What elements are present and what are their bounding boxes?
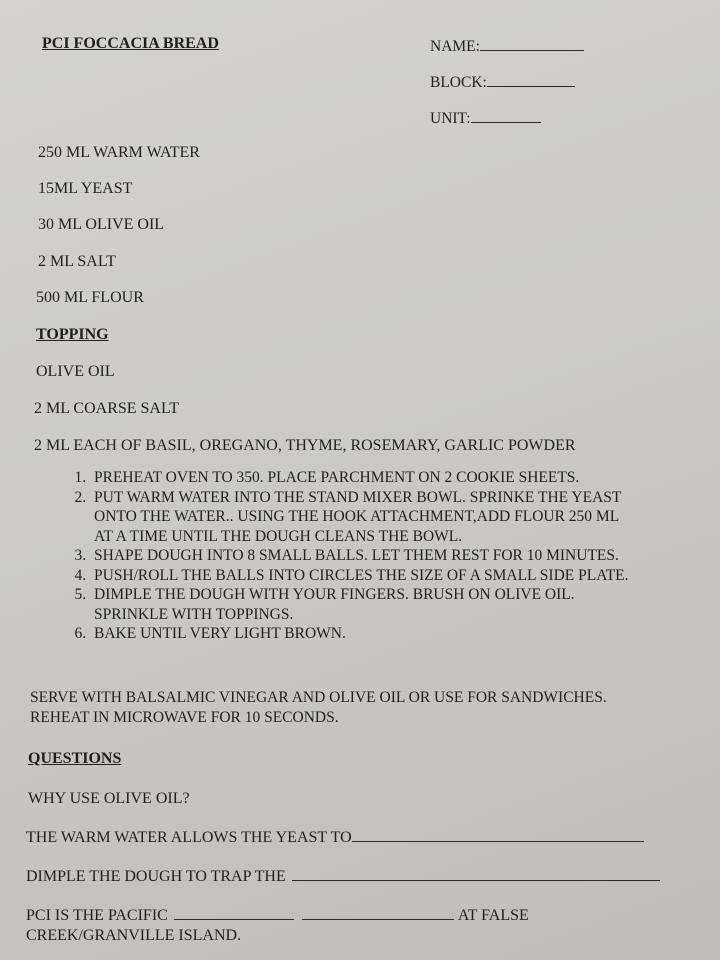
question-3-blank[interactable]: [292, 866, 660, 881]
step-line: SHAPE DOUGH INTO 8 SMALL BALLS. LET THEM REST FOR 10 MINUTES.: [94, 547, 619, 564]
topping-item: OLIVE OIL: [36, 363, 115, 380]
name-label: NAME:: [430, 38, 480, 55]
serve-note-line: REHEAT IN MICROWAVE FOR 10 SECONDS.: [30, 709, 339, 726]
ingredient-item: 30 ML OLIVE OIL: [38, 216, 165, 233]
name-field: [430, 36, 584, 57]
unit-field: [430, 108, 541, 129]
ingredient-item: 250 ML WARM WATER: [38, 144, 200, 161]
block-label: BLOCK:: [430, 74, 487, 91]
question-2: [26, 827, 644, 848]
question-4: [26, 905, 529, 946]
ingredient-item: 15ML YEAST: [38, 180, 133, 197]
question-4-text-line2: CREEK/GRANVILLE ISLAND.: [26, 927, 242, 944]
serve-note: [30, 688, 607, 728]
ingredient-item: 2 ML SALT: [38, 253, 116, 270]
step-line: SPRINKLE WITH TOPPINGS.: [94, 605, 294, 623]
page-title: PCI FOCCACIA BREAD: [42, 35, 219, 52]
step-line: PUSH/ROLL THE BALLS INTO CIRCLES THE SIZE OF A SMALL SIDE PLATE.: [94, 566, 629, 584]
unit-blank[interactable]: [471, 108, 541, 123]
block-field: [430, 72, 575, 93]
question-4-text-end: AT FALSE: [457, 907, 529, 924]
question-3: [26, 866, 660, 887]
question-1: WHY USE OLIVE OIL?: [28, 790, 190, 807]
question-4-blank-1[interactable]: [174, 905, 294, 920]
step-line: ONTO THE WATER.. USING THE HOOK ATTACHMENT,ADD FLOUR 250 ML: [94, 508, 620, 525]
step-line: PREHEAT OVEN TO 350. PLACE PARCHMENT ON 2 COOKIE SHEETS.: [94, 469, 580, 486]
ingredient-item: 500 ML FLOUR: [36, 289, 144, 306]
name-blank[interactable]: [480, 36, 584, 51]
topping-item: 2 ML EACH OF BASIL, OREGANO, THYME, ROSEMARY, GARLIC POWDER: [34, 437, 576, 454]
question-4-blank-2[interactable]: [302, 905, 454, 920]
step-line: AT A TIME UNTIL THE DOUGH CLEANS THE BOWL.: [94, 527, 463, 545]
step-line: BAKE UNTIL VERY LIGHT BROWN.: [94, 625, 346, 642]
question-2-blank[interactable]: [352, 827, 644, 842]
step-item: [90, 585, 720, 624]
step-item: [90, 566, 720, 586]
serve-note-line: SERVE WITH BALSALMIC VINEGAR AND OLIVE OIL OR USE FOR SANDWICHES.: [30, 689, 607, 706]
topping-item: 2 ML COARSE SALT: [34, 400, 180, 417]
step-item: [90, 488, 720, 547]
topping-heading: TOPPING: [36, 326, 109, 343]
block-blank[interactable]: [487, 72, 575, 87]
step-item: [90, 468, 720, 488]
step-item: [90, 624, 720, 644]
question-2-text: THE WARM WATER ALLOWS THE YEAST TO: [26, 829, 352, 846]
question-4-text-start: PCI IS THE PACIFIC: [26, 907, 168, 924]
step-item: [90, 546, 720, 566]
step-line: PUT WARM WATER INTO THE STAND MIXER BOWL. SPRINKE THE YEAST: [94, 488, 622, 506]
step-line: DIMPLE THE DOUGH WITH YOUR FINGERS. BRUSH ON OLIVE OIL.: [94, 586, 575, 603]
instruction-steps: [50, 468, 720, 644]
questions-heading: QUESTIONS: [28, 750, 122, 767]
unit-label: UNIT:: [430, 110, 471, 127]
question-3-text: DIMPLE THE DOUGH TO TRAP THE: [26, 868, 286, 885]
